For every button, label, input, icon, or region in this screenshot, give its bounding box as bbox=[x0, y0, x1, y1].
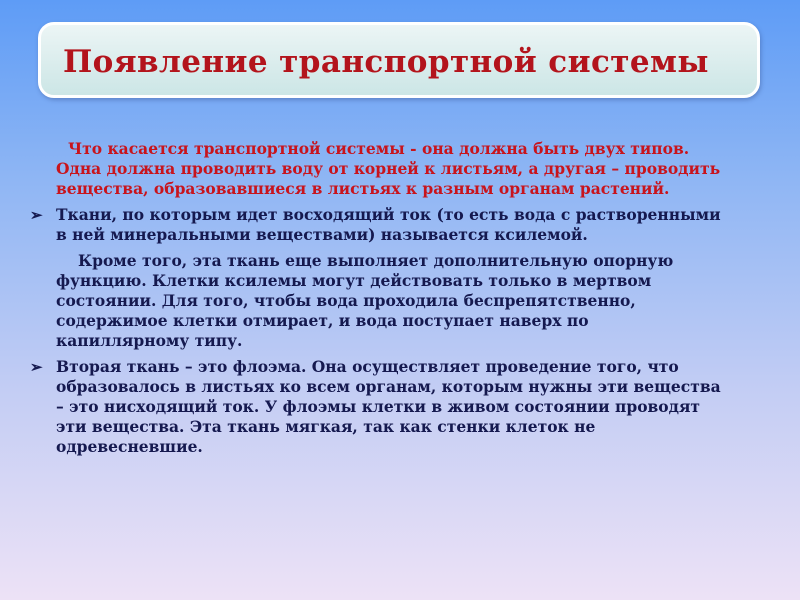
intro-paragraph: Что касается транспортной системы - она должна быть двух типов. Одна должна проводить воду от корней к листьям, а другая – проводить вещества, образовавшиеся в листьях к разным органам растений. bbox=[56, 139, 721, 198]
bullet-xylem bbox=[26, 205, 726, 245]
bullet-phloem bbox=[26, 357, 726, 457]
arrow-bullet-icon: ➢ bbox=[30, 206, 43, 224]
arrow-bullet-icon: ➢ bbox=[30, 358, 43, 376]
bullet-text: Вторая ткань – это флоэма. Она осуществляет проведение того, что образовалось в листьях ко всем органам, которым нужны эти вещества – это нисходящий ток. У флоэмы клетки в живом состоянии проводят эти вещества. Эта ткань мягкая, так как стенки клеток не одревесневшие. bbox=[56, 357, 721, 456]
title-box bbox=[38, 22, 760, 98]
slide-content bbox=[26, 139, 726, 457]
xylem-continuation-paragraph: Кроме того, эта ткань еще выполняет дополнительную опорную функцию. Клетки ксилемы могут действовать только в мертвом состоянии. Для того, чтобы вода проходила беспрепятственно, содержимое клетки отмирает, и вода поступает наверх по капиллярному типу. bbox=[56, 251, 674, 350]
bullet-text: Ткани, по которым идет восходящий ток (то есть вода с растворенными в ней минеральными веществами) называется ксилемой. bbox=[56, 205, 721, 244]
slide-title: Появление транспортной системы bbox=[63, 44, 709, 80]
